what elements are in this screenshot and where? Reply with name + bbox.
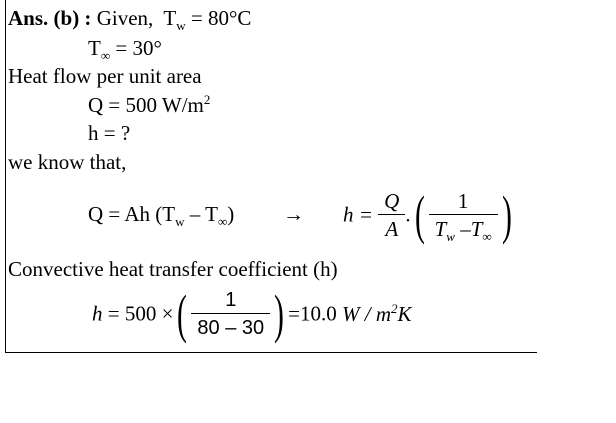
right-paren: ) — [501, 185, 512, 245]
den-tinf: T — [470, 216, 483, 241]
tw-symbol: T — [163, 6, 177, 30]
q-text: Q = 500 W/m — [88, 93, 204, 117]
h-line: h = ? — [88, 121, 131, 145]
unit-w: W — [341, 301, 360, 326]
result-left-paren: ( — [177, 284, 188, 344]
result-fraction — [191, 287, 270, 342]
equation-rhs — [343, 185, 516, 245]
result-unit — [342, 302, 412, 326]
convective-label: Convective heat transfer coefficient (h) — [8, 257, 338, 281]
tw-value: = 80°C — [190, 6, 252, 30]
unit-slash: / m — [359, 301, 391, 326]
tinf-subscript: ∞ — [100, 48, 111, 64]
eq-lhs-sub1: w — [175, 214, 185, 230]
inverse-fraction — [429, 188, 498, 243]
heat-flow-label: Heat flow per unit area — [8, 64, 202, 88]
result-right-paren: ) — [274, 284, 285, 344]
temp-diff-denominator — [429, 215, 498, 243]
q-line — [88, 93, 210, 117]
tinf-symbol: T — [88, 36, 101, 60]
a-denominator: A — [385, 216, 399, 241]
result-denominator: 80 – 30 — [197, 316, 265, 339]
den-tinf-sub: ∞ — [482, 228, 492, 244]
one-numerator: 1 — [429, 188, 498, 215]
equation-lhs — [88, 202, 235, 230]
result-rhs: =10.0 — [288, 301, 337, 326]
result-h: h = 500 × — [92, 301, 174, 326]
answer-header — [8, 6, 252, 34]
eq-lhs-sub2: ∞ — [217, 214, 228, 230]
result-equation — [92, 284, 412, 344]
answer-label: Ans. (b) : — [8, 6, 92, 30]
q-over-a-fraction — [378, 188, 405, 243]
q-sup: 2 — [203, 92, 211, 107]
dot: . — [405, 202, 411, 227]
result-h-eq: = 500 × — [107, 301, 174, 326]
left-paren: ( — [414, 185, 425, 245]
den-minus: – — [460, 216, 471, 241]
q-numerator: Q — [378, 188, 405, 215]
we-know-label: we know that, — [8, 150, 127, 174]
unit-sup: 2 — [390, 300, 398, 316]
tinf-value: = 30° — [115, 36, 162, 60]
arrow-glyph: → — [283, 202, 304, 226]
eq-lhs-mid: – T — [184, 202, 218, 226]
den-tw-sub: w — [446, 228, 455, 244]
result-numerator: 1 — [191, 287, 270, 314]
den-tw: T — [434, 216, 447, 241]
eq-lhs-start: Q = Ah (T — [88, 202, 176, 226]
unit-k: K — [397, 301, 412, 326]
eq-h: h = — [343, 202, 373, 227]
tinf-line — [88, 36, 162, 64]
tw-subscript: w — [176, 18, 186, 34]
eq-lhs-end: ) — [227, 202, 235, 226]
given-label: Given, — [96, 6, 154, 30]
